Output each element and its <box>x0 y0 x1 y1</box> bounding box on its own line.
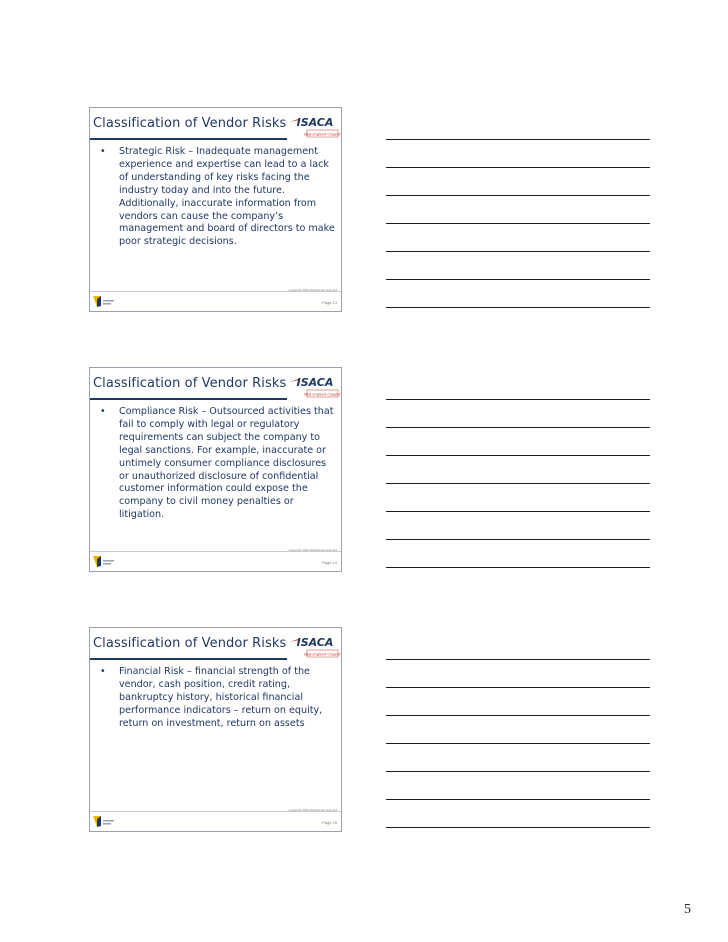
notes-line <box>386 251 650 252</box>
slide-thumbnail <box>89 367 342 572</box>
notes-line <box>386 799 650 800</box>
isaca-logo-icon <box>289 631 341 661</box>
isaca-logo-wordmark: ISACA <box>296 636 334 649</box>
slide-bullet <box>100 666 335 731</box>
bullet-text: Financial Risk – financial strength of the vendor, cash position, credit rating, bankruptcy history, historical financial performance indicators – return on equity, return on investment, return on assets <box>119 666 323 729</box>
chapter-logo-icon <box>92 814 116 828</box>
chapter-logo-icon <box>92 554 116 568</box>
notes-line <box>386 687 650 688</box>
notes-line <box>386 771 650 772</box>
notes-line <box>386 427 650 428</box>
notes-line <box>386 483 650 484</box>
bullet-text: Compliance Risk – Outsourced activities that fail to comply with legal or regulatory requirements can subject the company to legal sanctions. For example, inaccurate or untimely consumer compliance disclosures or unauthorized disclosure of confidential customer information could expose the company to civil money penalties or litigation. <box>119 406 334 521</box>
notes-line <box>386 827 650 828</box>
copyright-text: Copyright 2010 Wolcott Services Ltd <box>288 548 337 552</box>
notes-line <box>386 539 650 540</box>
notes-line <box>386 455 650 456</box>
notes-line <box>386 567 650 568</box>
slide-thumbnail <box>89 107 342 312</box>
chapter-logo-icon <box>92 294 116 308</box>
isaca-logo-subtitle: New England Chapter <box>304 392 341 397</box>
bullet-dot: • <box>100 406 106 417</box>
isaca-logo-icon <box>289 371 341 401</box>
notes-line <box>386 139 650 140</box>
title-underline <box>90 658 287 660</box>
notes-line <box>386 715 650 716</box>
isaca-logo-subtitle: New England Chapter <box>304 652 341 657</box>
isaca-logo-wordmark: ISACA <box>296 116 334 129</box>
isaca-logo-icon <box>289 111 341 141</box>
notes-line <box>386 223 650 224</box>
title-underline <box>90 138 287 140</box>
copyright-text: Copyright 2010 Wolcott Services Ltd <box>288 288 337 292</box>
slide-bullet <box>100 146 335 249</box>
notes-line <box>386 511 650 512</box>
slide-title: Classification of Vendor Risks <box>93 376 287 391</box>
slide-bullet <box>100 406 335 522</box>
bullet-dot: • <box>100 666 106 677</box>
bullet-text: Strategic Risk – Inadequate management experience and expertise can lead to a lack of understanding of key risks facing the industry today and into the future. Additionally, inaccurate information from vendors can cause the company’s management and board of directors to make poor strategic decisions. <box>119 146 335 248</box>
notes-line <box>386 743 650 744</box>
copyright-text: Copyright 2010 Wolcott Services Ltd <box>288 808 337 812</box>
slide-page-number: Page 14 <box>322 560 337 565</box>
notes-line <box>386 399 650 400</box>
slide-title: Classification of Vendor Risks <box>93 636 287 651</box>
notes-line <box>386 307 650 308</box>
isaca-logo-wordmark: ISACA <box>296 376 334 389</box>
slide-title: Classification of Vendor Risks <box>93 116 287 131</box>
document-page-number: 5 <box>684 902 691 917</box>
notes-line <box>386 279 650 280</box>
notes-line <box>386 195 650 196</box>
bullet-dot: • <box>100 146 106 157</box>
notes-line <box>386 167 650 168</box>
notes-line <box>386 659 650 660</box>
slide-page-number: Page 13 <box>322 300 337 305</box>
title-underline <box>90 398 287 400</box>
slide-page-number: Page 15 <box>322 820 337 825</box>
slide-thumbnail <box>89 627 342 832</box>
isaca-logo-subtitle: New England Chapter <box>304 132 341 137</box>
